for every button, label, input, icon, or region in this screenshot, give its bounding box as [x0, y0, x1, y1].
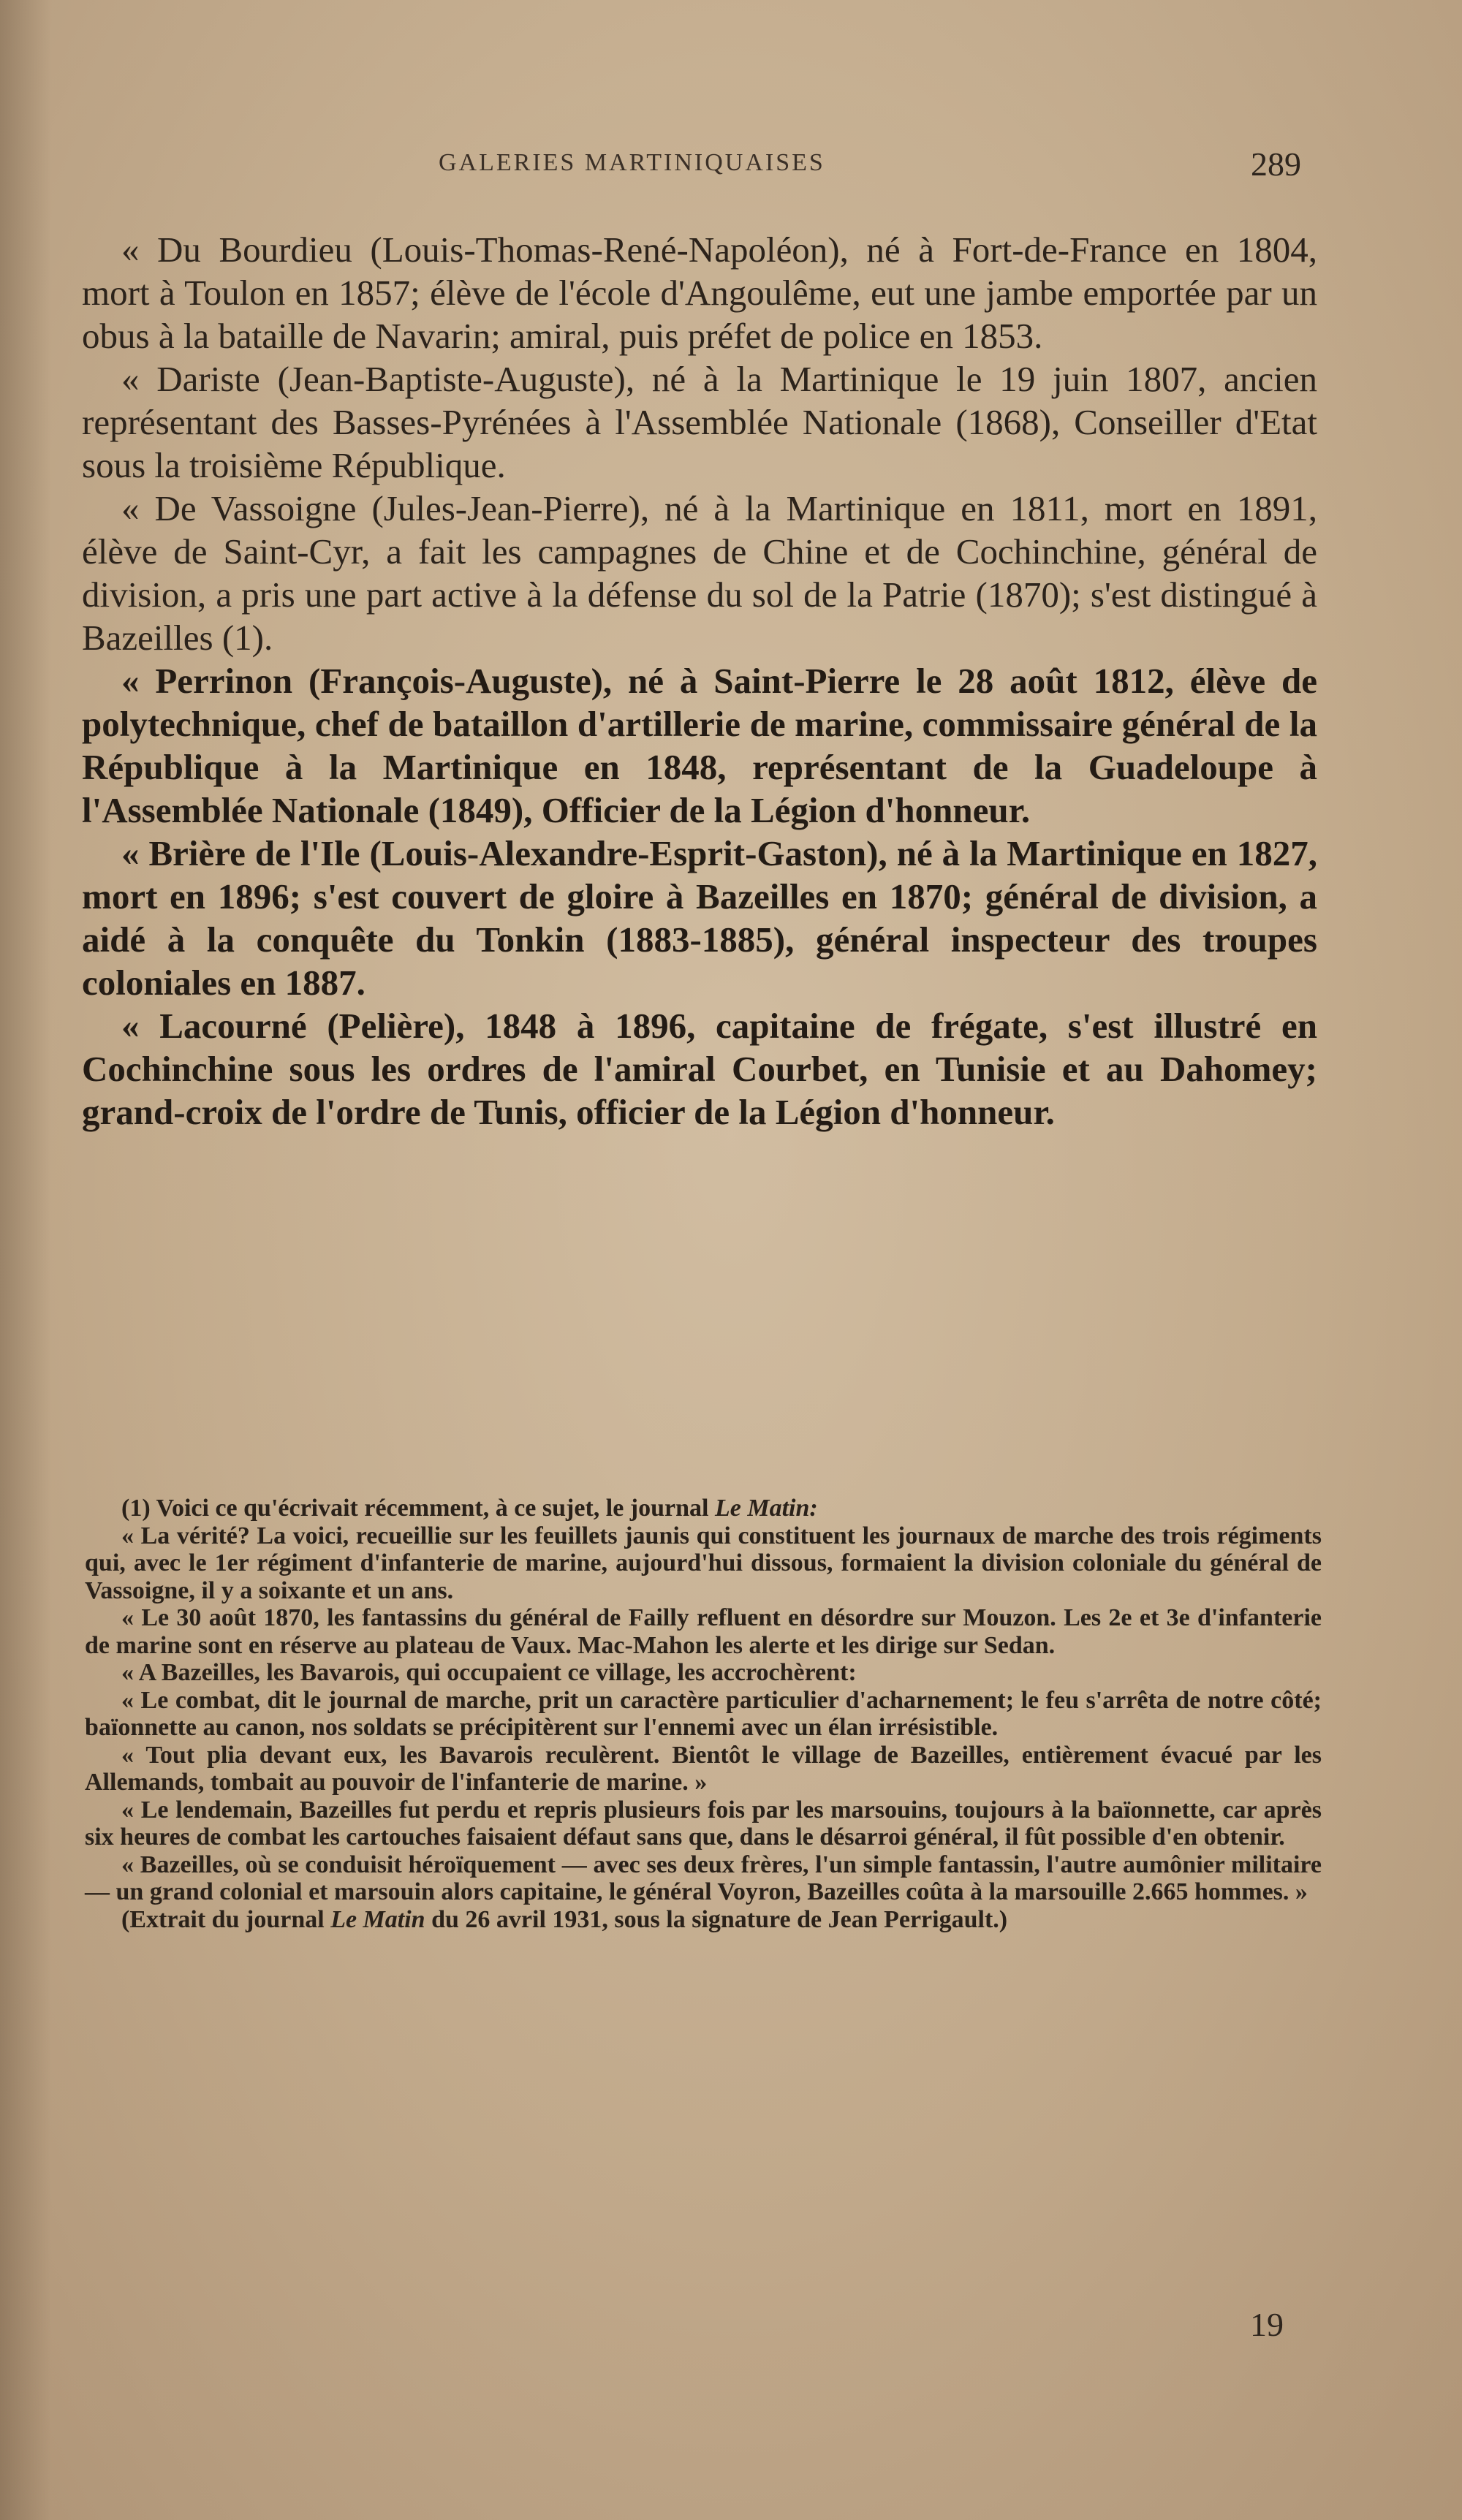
footnote-paragraph: « Bazeilles, où se conduisit héroïquement — avec ses deux frères, l'un simple fantassin, l'autre aumônier militaire — un grand colonial et marsouin alors capitaine, le général Voyron, Bazeilles coûta à la marsouille 2.665 hommes. » — [85, 1851, 1322, 1905]
running-title: GALERIES MARTINIQUAISES — [439, 149, 825, 176]
journal-name: Le Matin — [330, 1905, 425, 1933]
footnote-source — [85, 1906, 1322, 1934]
journal-name: Le Matin: — [714, 1495, 818, 1522]
source-text-b: du 26 avril 1931, sous la signature de Jean Perrigault.) — [425, 1905, 1008, 1933]
paragraph-perrinon: « Perrinon (François-Auguste), né à Saint-Pierre le 28 août 1812, élève de polytechnique, chef de bataillon d'artillerie de marine, commissaire général de la République à la Martinique en 1848, représentant de la Guadeloupe à l'Assemblée Nationale (1849), Officier de la Légion d'honneur. — [82, 661, 1317, 830]
paragraph-de-vassoigne: « De Vassoigne (Jules-Jean-Pierre), né à la Martinique en 1811, mort en 1891, élève de Saint-Cyr, a fait les campagnes de Chine et de Cochinchine, général de division, a pris une part active à la défense du sol de la Patrie (1870); s'est distingué à Bazeilles (1). — [82, 488, 1317, 658]
footnotes — [85, 1495, 1322, 1933]
paragraph-lacourne: « Lacourné (Pelière), 1848 à 1896, capitaine de frégate, s'est illustré en Cochinchine sous les ordres de l'amiral Courbet, en Tunisie et au Dahomey; grand-croix de l'ordre de Tunis, officier de la Légion d'honneur. — [82, 1006, 1317, 1132]
footnote-paragraph: « Le combat, dit le journal de marche, prit un caractère particulier d'acharnement; le feu s'arrêta de notre côté; baïonnette au canon, nos soldats se précipitèrent sur l'ennemi avec un élan irrésistible. — [85, 1686, 1322, 1741]
page-number: 289 — [1251, 145, 1301, 183]
paragraph-dariste: « Dariste (Jean-Baptiste-Auguste), né à la Martinique le 19 juin 1807, ancien représentant des Basses-Pyrénées à l'Assemblée Nationale (1868), Conseiller d'Etat sous la troisième République. — [82, 359, 1317, 485]
footnote-paragraph: « La vérité? La voici, recueillie sur les feuillets jaunis qui constituent les journaux de marche des trois régiments qui, avec le 1er régiment d'infanterie de marine, aujourd'hui dissous, formaient la division coloniale du général de Vassoigne, il y a soixante et un ans. — [85, 1522, 1322, 1604]
signature-number: 19 — [1250, 2306, 1284, 2343]
footnote-1 — [85, 1495, 1322, 1522]
footnote-paragraph: « Le 30 août 1870, les fantassins du général de Failly refluent en désordre sur Mouzon. Les 2e et 3e d'infanterie de marine sont en réserve au plateau de Vaux. Mac-Mahon les alerte et les dirige sur Sedan. — [85, 1604, 1322, 1659]
paragraph-du-bourdieu: « Du Bourdieu (Louis-Thomas-René-Napoléon), né à Fort-de-France en 1804, mort à Toulon en 1857; élève de l'école d'Angoulême, eut une jambe emportée par un obus à la bataille de Navarin; amiral, puis préfet de police en 1853. — [82, 229, 1317, 356]
footnote-1-text: (1) Voici ce qu'écrivait récemment, à ce sujet, le journal — [121, 1495, 715, 1522]
footnote-paragraph: « A Bazeilles, les Bavarois, qui occupaient ce village, les accrochèrent: — [121, 1659, 857, 1686]
footnote-paragraph: « Tout plia devant eux, les Bavarois reculèrent. Bientôt le village de Bazeilles, entièrement évacué par les Allemands, tombait au pouvoir de l'infanterie de marine. » — [85, 1741, 1322, 1796]
page-header — [439, 145, 1301, 189]
footnote-paragraph: « Le lendemain, Bazeilles fut perdu et repris plusieurs fois par les marsouins, toujours à la baïonnette, car après six heures de combat les cartouches faisaient défaut sans que, dans le désarroi général, il fût possible d'en obtenir. — [85, 1796, 1322, 1851]
source-text-a: (Extrait du journal — [121, 1905, 331, 1933]
main-text — [82, 228, 1317, 1134]
paragraph-briere-de-l-ile: « Brière de l'Ile (Louis-Alexandre-Esprit-Gaston), né à la Martinique en 1827, mort en 1896; s'est couvert de gloire à Bazeilles en 1870; général de division, a aidé à la conquête du Tonkin (1883-1885), général inspecteur des troupes coloniales en 1887. — [82, 833, 1317, 1003]
